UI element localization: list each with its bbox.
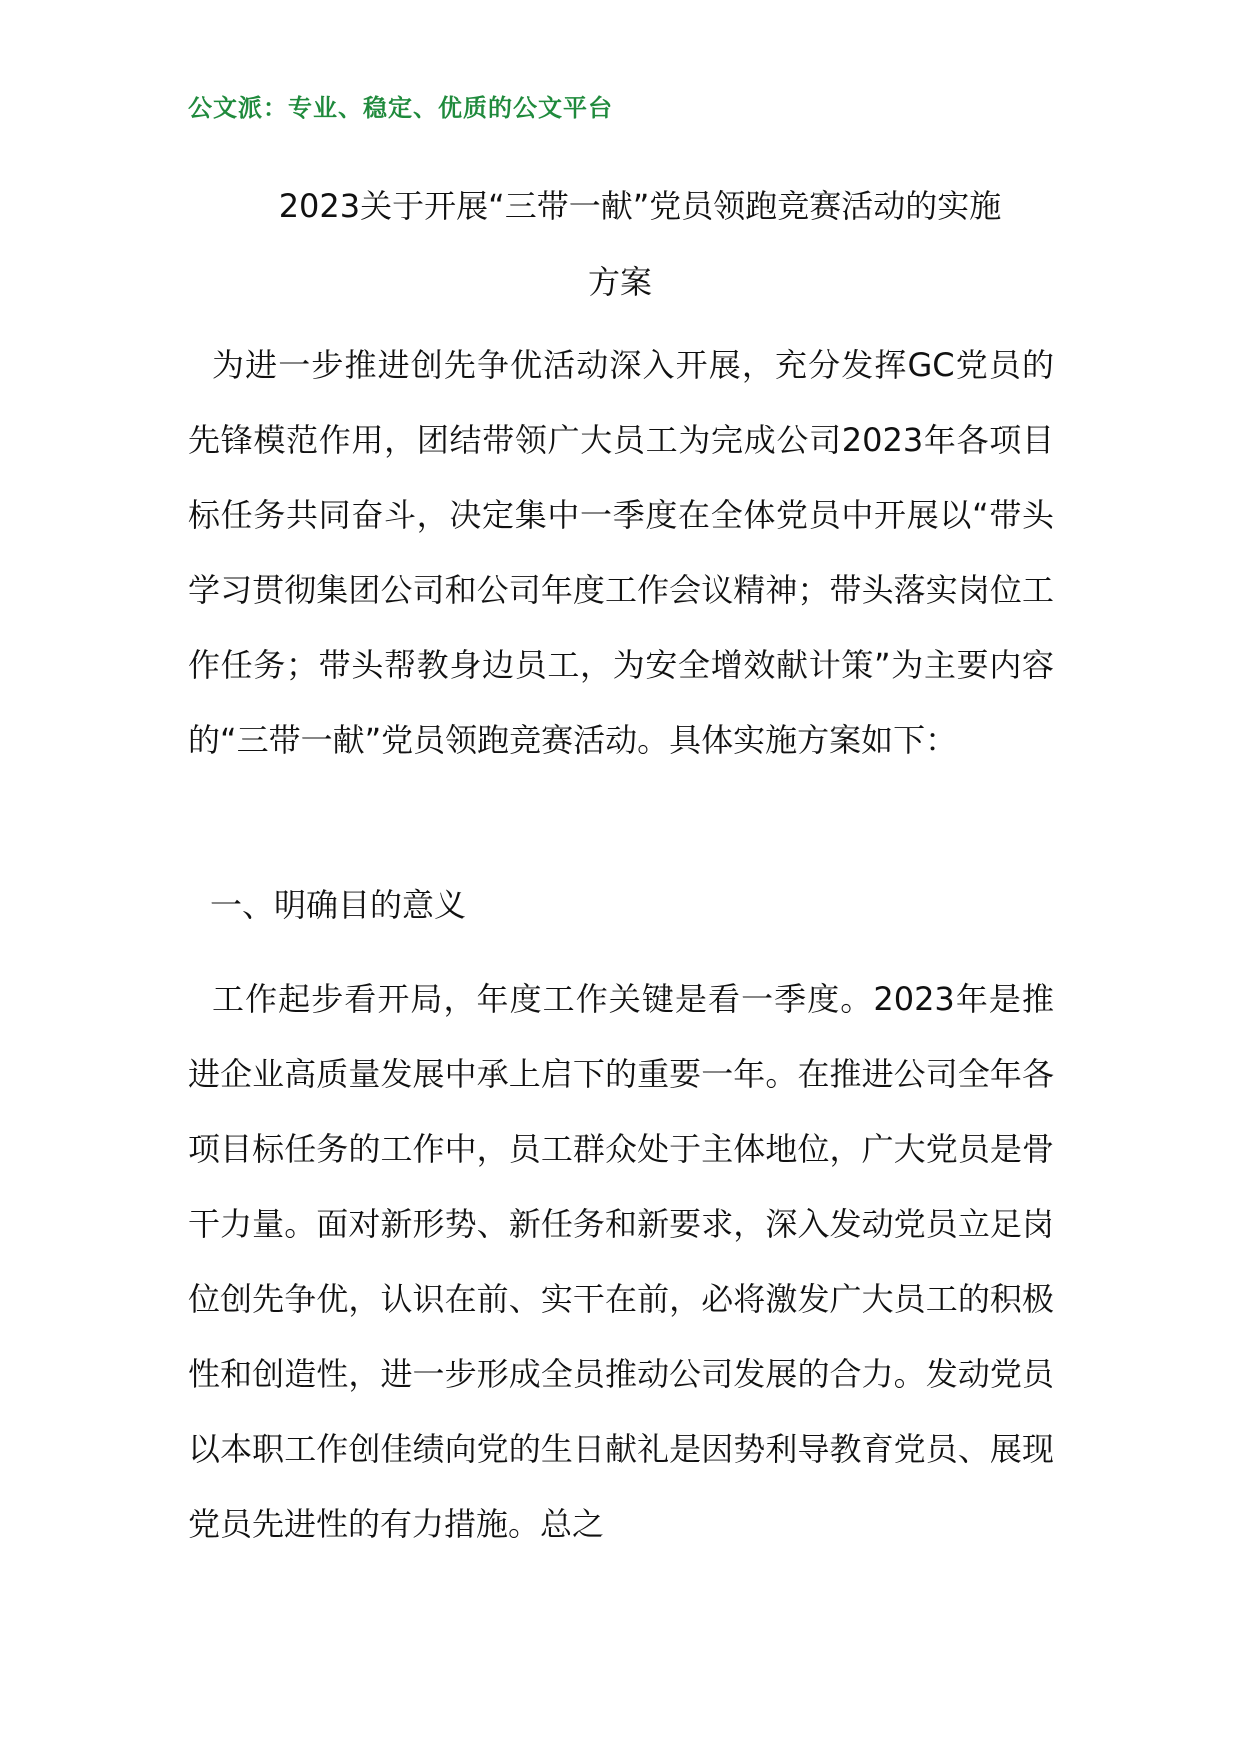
document-title-line-1: 2023关于开展“三带一献”党员领跑竞赛活动的实施 [278,187,1002,225]
document-title-line-2: 方案 [587,263,652,301]
platform-banner: 公文派：专业、稳定、优质的公文平台 [188,94,613,122]
intro-paragraph: 为进一步推进创先争优活动深入开展，充分发挥GC党员的先锋模范作用，团结带领广大员工为完成公司2023年各项目标任务共同奋斗，决定集中一季度在全体党员中开展以“带头学习贯彻集团公司和公司年度工作会议精神；带头落实岗位工作任务；带头帮教身边员工，为安全增效献计策”为主要内容的“三带一献”党员领跑竞赛活动。具体实施方案如下： [188,346,1054,759]
section-1-paragraph: 工作起步看开局，年度工作关键是看一季度。2023年是推进企业高质量发展中承上启下的重要一年。在推进公司全年各项目标任务的工作中，员工群众处于主体地位，广大党员是骨干力量。面对新形势、新任务和新要求，深入发动党员立足岗位创先争优，认识在前、实干在前，必将激发广大员工的积极性和创造性，进一步形成全员推动公司发展的合力。发动党员以本职工作创佳绩向党的生日献礼是因势利导教育党员、展现党员先进性的有力措施。总之 [188,980,1054,1543]
section-heading-1: 一、明确目的意义 [210,886,467,924]
document-title [188,168,1052,320]
